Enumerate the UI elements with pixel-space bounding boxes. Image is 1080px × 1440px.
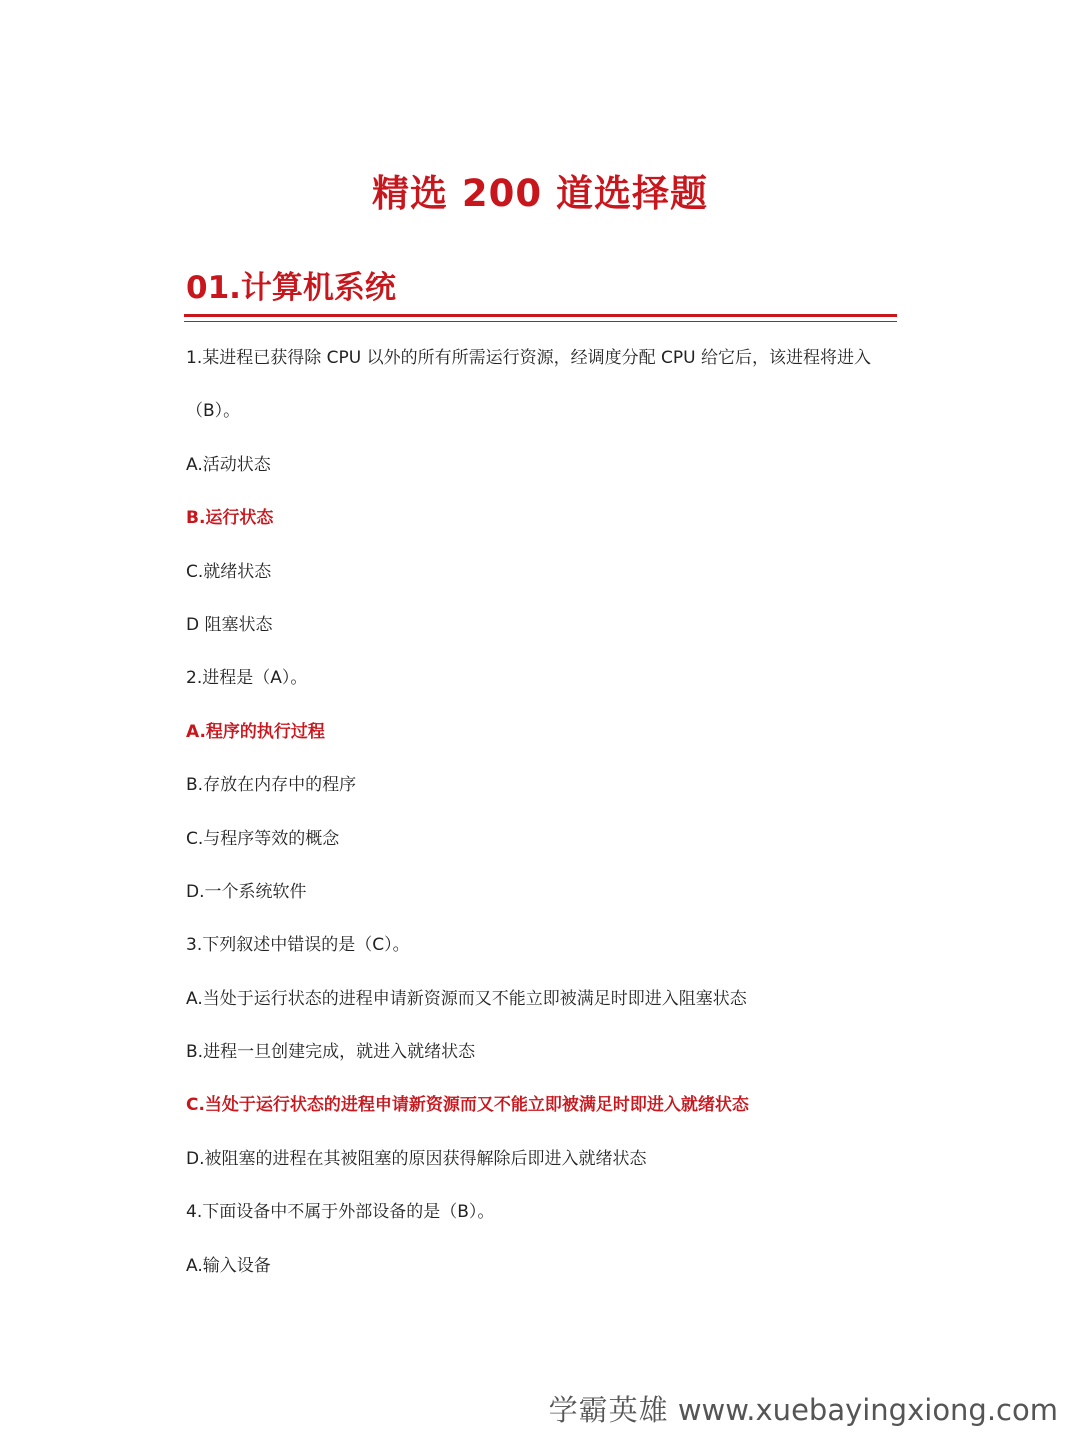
question-2-option-d: D.一个系统软件 — [186, 881, 307, 902]
question-3-option-b: B.进程一旦创建完成，就进入就绪状态 — [186, 1042, 476, 1063]
question-2-option-b: B.存放在内存中的程序 — [186, 775, 357, 796]
question-1-stem: 1.某进程已获得除 CPU 以外的所有所需运行资源，经调度分配 CPU 给它后，该进程将进入 — [186, 348, 871, 368]
question-1-option-d: D 阻塞状态 — [186, 614, 273, 635]
question-4-stem: 4.下面设备中不属于外部设备的是（B）。 — [186, 1202, 495, 1223]
question-4-option-a: A.输入设备 — [186, 1255, 271, 1276]
question-1-option-a: A.活动状态 — [186, 454, 271, 475]
footer-url[interactable]: www.xuebayingxiong.com — [677, 1393, 1058, 1427]
question-3-option-d: D.被阻塞的进程在其被阻塞的原因获得解除后即进入就绪状态 — [186, 1148, 647, 1169]
document-title: 精选 200 道选择题 — [372, 172, 708, 215]
question-list — [186, 332, 898, 1293]
section-divider — [184, 314, 897, 322]
question-2-option-c: C.与程序等效的概念 — [186, 828, 340, 849]
question-3-option-a: A.当处于运行状态的进程申请新资源而又不能立即被满足时即进入阻塞状态 — [186, 988, 747, 1009]
question-2-option-a: A.程序的执行过程 — [186, 721, 325, 742]
footer-watermark — [549, 1388, 1058, 1432]
question-1-stem-continuation: （B）。 — [186, 401, 241, 422]
section-heading: 01.计算机系统 — [186, 270, 396, 306]
question-1-option-b: B.运行状态 — [186, 508, 274, 529]
footer-brand: 学霸英雄 — [548, 1393, 669, 1427]
question-3-stem: 3.下列叙述中错误的是（C）。 — [186, 935, 410, 956]
question-3-option-c: C.当处于运行状态的进程申请新资源而又不能立即被满足时即进入就绪状态 — [186, 1095, 749, 1116]
question-1-option-c: C.就绪状态 — [186, 561, 272, 582]
question-2-stem: 2.进程是（A）。 — [186, 668, 308, 689]
